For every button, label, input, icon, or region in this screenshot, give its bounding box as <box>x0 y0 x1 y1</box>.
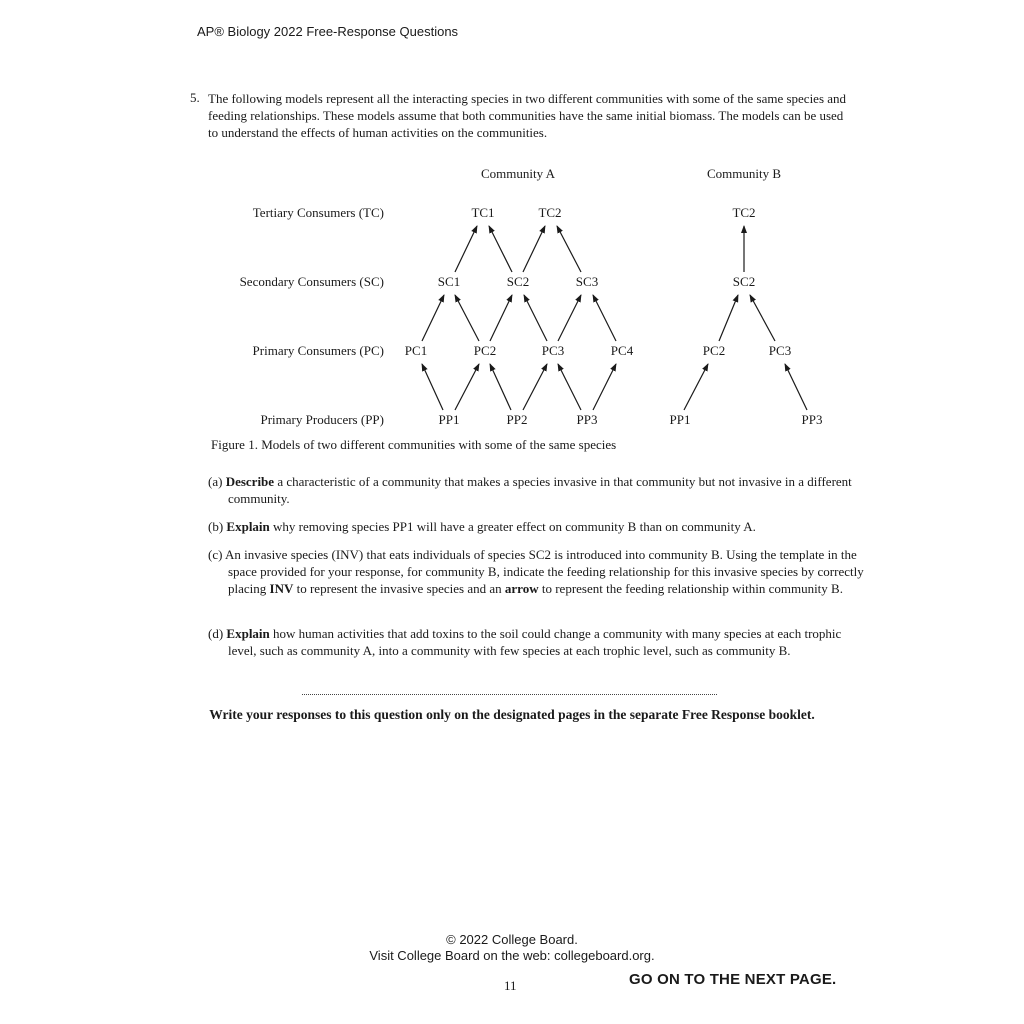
page-number: 11 <box>504 978 517 993</box>
level-label-primary-producers: Primary Producers (PP) <box>260 412 384 427</box>
arrow-a-pc1-sc1 <box>422 295 444 341</box>
part-verb: Describe <box>225 474 275 489</box>
part-label: (b) <box>208 519 224 534</box>
section-divider <box>302 694 717 695</box>
community-a-title: Community A <box>480 166 556 181</box>
node-b-pp1: PP1 <box>669 412 691 427</box>
arrow-a-pp3-pc4 <box>593 364 616 410</box>
arrow-a-sc2-tc2 <box>523 226 545 272</box>
question-number: 5. <box>190 90 200 105</box>
node-a-tc1: TC1 <box>471 205 495 220</box>
arrow-a-sc1-tc1 <box>455 226 477 272</box>
page-header: AP® Biology 2022 Free-Response Questions <box>197 24 459 39</box>
node-a-pc4: PC4 <box>610 343 634 358</box>
node-b-pc3: PC3 <box>768 343 792 358</box>
arrow-a-pc2-sc1 <box>455 295 479 341</box>
node-a-sc2: SC2 <box>506 274 530 289</box>
arrow-a-pc4-sc3 <box>593 295 616 341</box>
arrow-a-pc2-sc2 <box>490 295 512 341</box>
community-b-title: Community B <box>706 166 782 181</box>
node-b-sc2: SC2 <box>732 274 756 289</box>
part-bold-arrow: arrow <box>504 581 539 596</box>
level-label-secondary: Secondary Consumers (SC) <box>239 274 384 289</box>
part-text: a characteristic of a community that makes a species invasive in that community but not invasive in a different community. <box>228 474 852 506</box>
response-instruction: Write your responses to this question only on the designated pages in the separate Free Response booklet. <box>209 707 815 722</box>
part-verb: Explain <box>226 519 270 534</box>
part-label: (d) <box>208 626 224 641</box>
arrow-b-pc3-sc2 <box>750 295 775 341</box>
part-c <box>208 546 868 597</box>
arrow-a-pc3-sc2 <box>524 295 547 341</box>
part-a <box>208 473 868 507</box>
part-text: how human activities that add toxins to the soil could change a community with many species at each trophic level, such as community A, into a community with few species at each trophic level, such as community B. <box>228 626 842 658</box>
figure-caption: Figure 1. Models of two different communities with some of the same species <box>211 437 617 452</box>
arrow-b-pp3-pc3 <box>785 364 807 410</box>
level-label-primary-consumers: Primary Consumers (PC) <box>252 343 384 358</box>
node-a-pp1: PP1 <box>438 412 460 427</box>
level-label-tertiary: Tertiary Consumers (TC) <box>252 205 384 220</box>
arrow-a-sc2-tc1 <box>489 226 512 272</box>
footer-copyright: © 2022 College Board. <box>446 932 578 947</box>
arrow-a-pp2-pc3 <box>523 364 547 410</box>
part-d <box>208 625 868 659</box>
node-a-pp2: PP2 <box>506 412 528 427</box>
part-text-mid: to represent the invasive species and an <box>293 581 505 596</box>
arrow-a-pp1-pc2 <box>455 364 479 410</box>
node-a-sc1: SC1 <box>437 274 461 289</box>
part-b <box>208 518 868 535</box>
part-text: why removing species PP1 will have a greater effect on community B than on community A. <box>273 519 756 534</box>
next-page-notice: GO ON TO THE NEXT PAGE. <box>629 971 837 988</box>
arrow-b-pc2-sc2 <box>719 295 738 341</box>
node-a-pc1: PC1 <box>404 343 428 358</box>
footer-visit: Visit College Board on the web: collegeboard.org. <box>369 948 655 963</box>
node-a-pc2: PC2 <box>473 343 497 358</box>
part-verb: Explain <box>226 626 270 641</box>
part-text-pre: An invasive species (INV) that eats individuals of species SC2 is introduced into community B. Using the template in the space provided for your response, for community B, indicate the feeding relationship for this invasive species by correctly placing <box>224 547 864 596</box>
arrow-a-pp1-pc1 <box>422 364 443 410</box>
node-b-tc2: TC2 <box>732 205 756 220</box>
part-label: (a) <box>208 474 223 489</box>
arrow-a-pp2-pc2 <box>490 364 511 410</box>
arrow-a-pc3-sc3 <box>558 295 581 341</box>
part-text-post: to represent the feeding relationship within community B. <box>538 581 843 596</box>
arrow-a-pp3-pc3 <box>558 364 581 410</box>
node-a-pc3: PC3 <box>541 343 565 358</box>
question-intro: The following models represent all the interacting species in two different communities with some of the same species and feeding relationships. These models assume that both communities have the same initial biomass. The models can be used to understand the effects of human activities on the communities. <box>208 91 847 140</box>
arrow-a-sc3-tc2 <box>557 226 581 272</box>
food-web-figure <box>0 0 1024 440</box>
arrow-b-pp1-pc2 <box>684 364 708 410</box>
node-a-pp3: PP3 <box>576 412 598 427</box>
node-b-pp3: PP3 <box>801 412 823 427</box>
node-b-pc2: PC2 <box>702 343 726 358</box>
node-a-tc2: TC2 <box>538 205 562 220</box>
part-bold-inv: INV <box>269 581 294 596</box>
node-a-sc3: SC3 <box>575 274 599 289</box>
part-label: (c) <box>208 547 223 562</box>
